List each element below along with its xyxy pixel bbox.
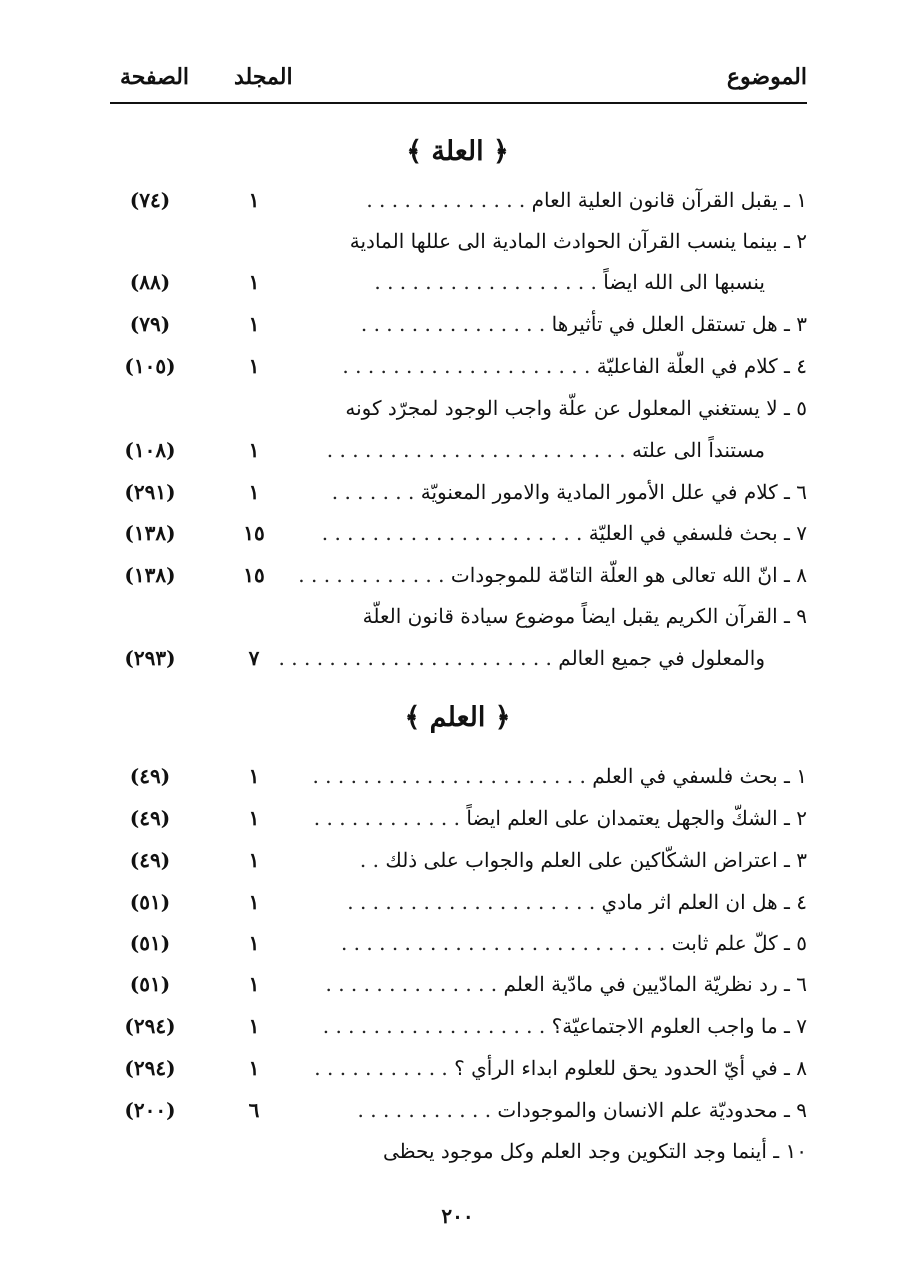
row-topic: ينسبها الى الله ايضاً . . . . . . . . . . . . . . . . . .	[374, 270, 765, 294]
index-row	[110, 886, 807, 922]
row-volume: ١	[248, 972, 260, 996]
row-page: (١٣٨)	[124, 521, 176, 545]
section-title-cause: ﴿ العلة ﴾	[406, 136, 509, 167]
row-page: (١٠٨)	[124, 438, 176, 462]
row-topic: ٦ ـ كلام في علل الأمور المادية والامور المعنويّة . . . . . . .	[331, 480, 807, 504]
row-page: (٥١)	[129, 890, 171, 914]
header-topic: الموضوع	[726, 64, 807, 90]
row-volume: ٧	[248, 646, 260, 670]
row-page: (٢٠٠)	[124, 1098, 176, 1122]
row-volume: ١	[248, 1056, 260, 1080]
table-header	[110, 58, 807, 104]
row-topic: ٣ ـ هل تستقل العلل في تأثيرها . . . . . . . . . . . . . . .	[360, 312, 807, 336]
row-volume: ٦	[248, 1098, 260, 1122]
row-page: (٤٩)	[129, 806, 171, 830]
row-volume: ١٥	[243, 563, 265, 587]
row-topic: والمعلول في جميع العالم . . . . . . . . . . . . . . . . . . . . . .	[278, 646, 765, 670]
index-row	[110, 434, 807, 470]
row-volume: ١	[248, 312, 260, 336]
row-page: (٧٤)	[129, 188, 171, 212]
row-topic: ٤ ـ هل ان العلم اثر مادي . . . . . . . . . . . . . . . . . . . .	[347, 890, 807, 914]
index-row	[110, 844, 807, 880]
row-volume: ١٥	[243, 521, 265, 545]
row-topic: ٩ ـ محدوديّة علم الانسان والموجودات . . . . . . . . . . .	[357, 1098, 807, 1122]
row-topic: ٢ ـ الشكّ والجهل يعتمدان على العلم ايضاً . . . . . . . . . . . .	[313, 806, 807, 830]
index-row	[110, 225, 807, 261]
row-page: (٧٩)	[129, 312, 171, 336]
row-page: (٤٩)	[129, 848, 171, 872]
row-page: (٥١)	[129, 972, 171, 996]
row-topic: ٨ ـ في أيّ الحدود يحق للعلوم ابداء الرأي ؟ . . . . . . . . . . .	[314, 1056, 807, 1080]
index-row	[110, 802, 807, 838]
row-topic: ٥ ـ لا يستغني المعلول عن علّة واجب الوجود لمجرّد كونه	[345, 396, 807, 420]
index-row	[110, 517, 807, 553]
row-volume: ١	[248, 764, 260, 788]
index-row	[110, 1135, 807, 1171]
row-topic: ١ ـ يقبل القرآن قانون العلية العام . . . . . . . . . . . . .	[366, 188, 807, 212]
row-volume: ١	[248, 354, 260, 378]
row-volume: ١	[248, 270, 260, 294]
row-page: (٢٩٤)	[124, 1056, 176, 1080]
index-row	[110, 184, 807, 220]
row-volume: ١	[248, 890, 260, 914]
header-page: الصفحة	[120, 64, 190, 90]
row-topic: ٨ ـ انّ الله تعالى هو العلّة التامّة للموجودات . . . . . . . . . . . .	[298, 563, 807, 587]
row-topic: ٦ ـ رد نظريّة المادّيين في مادّية العلم . . . . . . . . . . . . . .	[325, 972, 807, 996]
header-volume: المجلد	[234, 64, 293, 90]
index-row	[110, 1052, 807, 1088]
index-row	[110, 266, 807, 302]
page-number: ٢٠٠	[441, 1204, 474, 1228]
row-volume: ١	[248, 438, 260, 462]
index-row	[110, 476, 807, 512]
index-row	[110, 927, 807, 963]
row-volume: ١	[248, 1014, 260, 1038]
index-row	[110, 559, 807, 595]
row-topic: ١ ـ بحث فلسفي في العلم . . . . . . . . . . . . . . . . . . . . . .	[312, 764, 807, 788]
section-title-knowledge: ﴿ العلم ﴾	[404, 702, 511, 733]
row-page: (١٣٨)	[124, 563, 176, 587]
index-row	[110, 642, 807, 678]
row-volume: ١	[248, 806, 260, 830]
row-topic: ٧ ـ بحث فلسفي في العليّة . . . . . . . . . . . . . . . . . . . . .	[321, 521, 807, 545]
row-volume: ١	[248, 188, 260, 212]
index-row	[110, 600, 807, 636]
row-page: (٢٩٣)	[124, 646, 176, 670]
index-row	[110, 392, 807, 428]
row-volume: ١	[248, 931, 260, 955]
index-row	[110, 760, 807, 796]
row-page: (٨٨)	[129, 270, 171, 294]
row-topic: ٢ ـ بينما ينسب القرآن الحوادث المادية الى عللها المادية	[349, 229, 807, 253]
row-page: (٤٩)	[129, 764, 171, 788]
index-row	[110, 350, 807, 386]
row-topic: ٧ ـ ما واجب العلوم الاجتماعيّة؟ . . . . . . . . . . . . . . . . . .	[322, 1014, 807, 1038]
row-page: (٢٩١)	[124, 480, 176, 504]
index-row	[110, 308, 807, 344]
row-page: (١٠٥)	[124, 354, 176, 378]
row-topic: ٤ ـ كلام في العلّة الفاعليّة . . . . . . . . . . . . . . . . . . . .	[342, 354, 807, 378]
row-volume: ١	[248, 480, 260, 504]
row-volume: ١	[248, 848, 260, 872]
index-row	[110, 1010, 807, 1046]
row-page: (٥١)	[129, 931, 171, 955]
row-topic: ٥ ـ كلّ علم ثابت . . . . . . . . . . . . . . . . . . . . . . . . . .	[340, 931, 807, 955]
row-topic: مستنداً الى علته . . . . . . . . . . . . . . . . . . . . . . . .	[326, 438, 765, 462]
row-page: (٢٩٤)	[124, 1014, 176, 1038]
index-row	[110, 1094, 807, 1130]
index-row	[110, 968, 807, 1004]
row-topic: ١٠ ـ أينما وجد التكوين وجد العلم وكل موجود يحظى	[382, 1139, 807, 1163]
row-topic: ٩ ـ القرآن الكريم يقبل ايضاً موضوع سيادة قانون العلّة	[362, 604, 807, 628]
row-topic: ٣ ـ اعتراض الشكّاكين على العلم والجواب على ذلك . .	[359, 848, 807, 872]
